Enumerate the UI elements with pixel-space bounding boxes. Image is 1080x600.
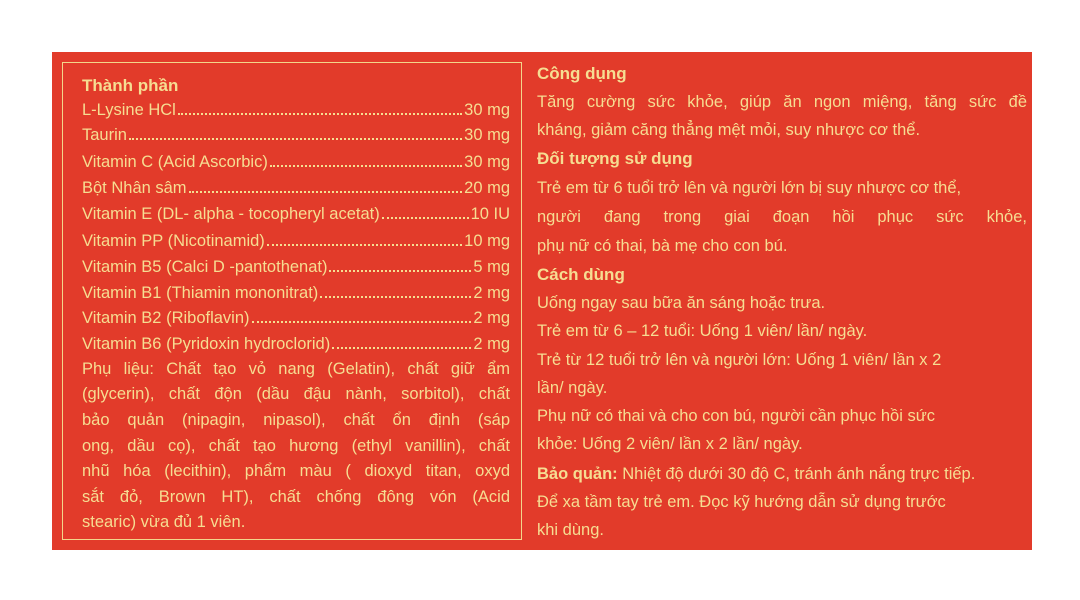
storage-line xyxy=(537,464,975,484)
target-line: phụ nữ có thai, bà mẹ cho con bú. xyxy=(537,237,788,255)
ingredient-row: Vitamin B2 (Riboflavin) 2 mg xyxy=(82,309,510,327)
excipients-line: nhũ hóa (lecithin), phẩm màu ( dioxyd titan, oxyd xyxy=(82,462,510,480)
ingredient-row: Vitamin B1 (Thiamin mononitrat) 2 mg xyxy=(82,284,510,302)
ingredient-row: Vitamin C (Acid Ascorbic) 30 mg xyxy=(82,153,510,171)
ingredient-row: Taurin 30 mg xyxy=(82,126,510,144)
excipients-line: ong, dầu cọ), chất tạo hương (ethyl vanillin), chất xyxy=(82,437,510,455)
usage-line: Uống ngay sau bữa ăn sáng hoặc trưa. xyxy=(537,294,826,312)
uses-line: kháng, giảm căng thẳng mệt mỏi, suy nhược cơ thể. xyxy=(537,121,921,139)
usage-line: lần/ ngày. xyxy=(537,379,608,397)
storage-label: Bảo quản: xyxy=(537,465,618,483)
excipients-line: sắt đỏ, Brown HT), chất chống đông vón (Acid xyxy=(82,488,510,506)
usage-heading: Cách dùng xyxy=(537,265,625,284)
storage-line: khi dùng. xyxy=(537,521,604,539)
ingredient-row: Bột Nhân sâm 20 mg xyxy=(82,179,510,197)
usage-line: Trẻ từ 12 tuổi trở lên và người lớn: Uống 1 viên/ lần x 2 xyxy=(537,351,942,369)
excipients-line: Phụ liệu: Chất tạo vỏ nang (Gelatin), chất giữ ẩm xyxy=(82,360,510,378)
ingredient-row: Vitamin B6 (Pyridoxin hydroclorid) 2 mg xyxy=(82,335,510,353)
uses-heading: Công dụng xyxy=(537,64,627,83)
excipients-line: bảo quản (nipagin, nipasol), chất ổn định (sáp xyxy=(82,411,510,429)
target-line: người đang trong giai đoạn hồi phục sức khỏe, xyxy=(537,208,1027,226)
usage-line: Phụ nữ có thai và cho con bú, người cần phục hồi sức xyxy=(537,407,936,425)
usage-line: Trẻ em từ 6 – 12 tuổi: Uống 1 viên/ lần/ ngày. xyxy=(537,322,868,340)
storage-text: Nhiệt độ dưới 30 độ C, tránh ánh nắng trực tiếp. xyxy=(622,465,976,483)
ingredient-row: Vitamin PP (Nicotinamid) 10 mg xyxy=(82,232,510,250)
usage-line: khỏe: Uống 2 viên/ lần x 2 lần/ ngày. xyxy=(537,435,803,453)
uses-line: Tăng cường sức khỏe, giúp ăn ngon miệng, tăng sức đề xyxy=(537,93,1027,111)
target-line: Trẻ em từ 6 tuổi trở lên và người lớn bị suy nhược cơ thể, xyxy=(537,179,962,197)
ingredients-heading: Thành phần xyxy=(82,76,179,95)
ingredient-row: Vitamin B5 (Calci D -pantothenat) 5 mg xyxy=(82,258,510,276)
excipients-line: stearic) vừa đủ 1 viên. xyxy=(82,513,246,531)
excipients-line: (glycerin), chất độn (dầu đậu nành, sorbitol), chất xyxy=(82,385,510,403)
ingredient-row: Vitamin E (DL- alpha - tocopheryl acetat) 10 IU xyxy=(82,205,510,223)
target-heading: Đối tượng sử dụng xyxy=(537,149,693,168)
storage-line: Để xa tầm tay trẻ em. Đọc kỹ hướng dẫn sử dụng trước xyxy=(537,493,946,511)
ingredient-row: L-Lysine HCl 30 mg xyxy=(82,101,510,119)
